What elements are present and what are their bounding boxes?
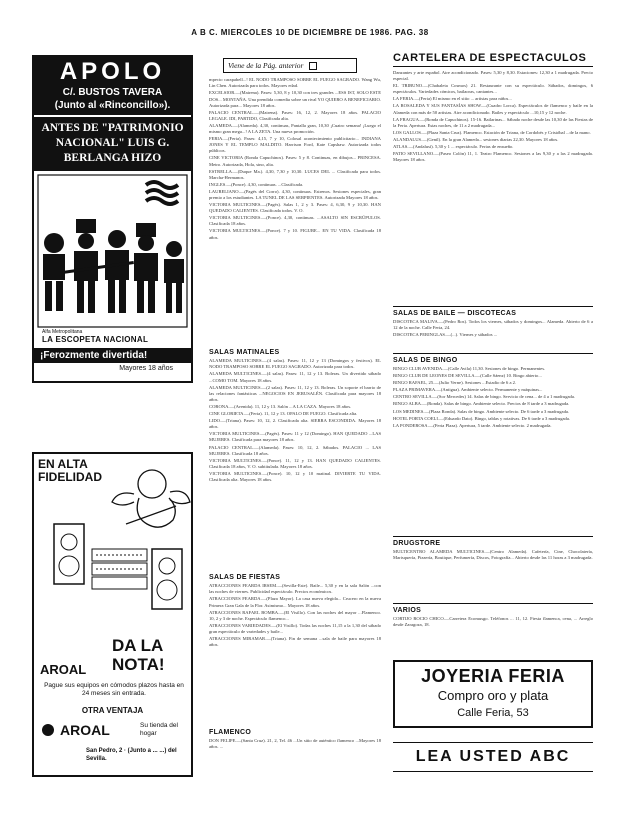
apolo-address-2: (Junto al «Rinconcillo»). (34, 99, 191, 115)
apolo-credit: Alfa Metropolitana (42, 329, 83, 335)
joyeria-feria-ad (393, 660, 593, 728)
continued-label: Viene de la Pág. anterior (228, 61, 304, 70)
apolo-rating: Mayores 18 años (119, 365, 173, 372)
varios-text: CORTIJO ROCIO CHICO.—Carretera Ecomusgo. Teléfonos ... 11, 12. Fiesta flamenca, cena, ... Arreglo desde Zaragoza, 18. (393, 616, 593, 628)
joyeria-address: Calle Feria, 53 (457, 707, 529, 719)
salas-de-bingo-text: BINGO CLUB AVENIDA.—(Calle Avila) 11,30. Sesiones de bingo. Permanentes. BINGO CLUB DE LEONES DE SEVILLA.—(Calle Sáenz) 10. Bingo abierto... BINGO RAFAEL, 25.—(Julio Verne). Sesiones ...Estadio de 6 a 2. PLAZA PRIMAVERA.—(Antigua). Ambiente selecto. Permanente y máquinas... CENTRO SEVILLA.—(Sor Mercedes) 14. Salas de bingo. Servicio de cena... de 4 a 1 madrugada. BINGO ALBA.—(Ronda). Salas de bingo. Ambiente selecto. Precios de 8 tarde a 3 madrugada. LOS MEDINES.—(Plaza Ronda). Salas de bingo. Ambiente selecto. De 6 tarde a 3 madrugada. HOTEL PORTA COELI.—(Eduardo Dato). Bingo, tablas y rotativas. De 6 tarde a 3 madrugada. LA PONDEROSA.—(Feria Plaza). Apertura, 5 tarde. Ambiente selecto. 2 madrugada. (393, 366, 576, 428)
aroal-logo-icon (42, 724, 54, 736)
apolo-address-1: C/. BUSTOS TAVERA (34, 87, 191, 99)
salas-de-fiestas-text: ATRACCIONES FEARDA IRSEM.—(Sevilla-Este). Baile... 5,30 y en la sala Salón ...con las noches de viernes. Publicidad espectáculo. Precios económicos. ATRACCIONES FEARDA.—(Plaza Mayor). La casa nueva elegida... Crucero en la nueva Primera Gran Gala de la Flor. Asimismo... Mayores 18 años. ATRACCIONES RAFAEL BOMBA.—(El Visillo). Con las noches del mayor ...Flamenco. 10, 2 y 3 de noche. Espectáculo flamenco... ATRACCIONES VARIEDADES.—(El Visillo). Todas las noches 11,15 a la 1,30 del sábado gran espectáculo de variedades y baile... ATRACCIONES MIRAMAR.—(Triana). Fin de semana ...sala de baile para mayores 18 años. (209, 583, 381, 648)
masthead: A B C. MIERCOLES 10 DE DICIEMBRE DE 1986. PAG. 38 (191, 28, 429, 37)
cartelera-title: CARTELERA DE ESPECTACULOS (393, 52, 593, 67)
aroal-ad (32, 452, 193, 777)
section-drugstore: DRUGSTORE (393, 536, 593, 547)
speaker-left (54, 524, 84, 584)
section-salas-de-bingo: SALAS DE BINGO (393, 353, 593, 364)
drugstore-text: MULTICENTRO ALAMEDA MULTICINES.—(Centro Alameda). Cafetería, Cine, Chocolatería, Marisquería, Pizzería, Boutique, Perfumería, Discos, Fotografía... Abierto desde las 11 horas a 3 madrugada. (393, 549, 593, 561)
cartelera-text: Danzantes y arte español. Aire acondicionado. Pases: 5,30 y 8,30. Estaciones: 12,30 a 1 madrugada. Precio especial. EL TRIBUNO.—(Chabaleta Cosmos) 21. Restaurante con su espectáculo. Sábados, domingos, 6 espectáculos. Variedades cómicos, bailaoras, cantantes... LA FERIA.—(Feria) El mismo en el sitio ... artistas para niños... LA ROSALEDA Y SUS FANTASÍAS SHOW.—(Cuadro Lorca). Espectáculos de flamenco y baile en la Alameda con más de 50 artistas. Aire acondicionado. Bailes y espectáculo ...10,15 y 12 noche. LA FRAGUA.—(Ronda de Capuchinos). 15-16. Bailarinas... Sábado noche desde las 10,30 de las Fiestas de la Feria. Apertura. Estas noches, de 11 a 2 madrugada... LOS GALLOS.—(Plaza Santa Cruz). Flamenco. Estación de Triana, de Cordobés y Cristóbal ...de la mano. ALANDALUS.—(Genil). En la gran Alameda... sesiones diarias 22,30. Mayores 18 años. ATLAS.—(Andalusí). 5,30 y 1 ... espectáculo. Ferias de ensueño. PATIO SEVILLANO.—(Paseo Colón) 11, 1. Teatro Flamenco. Sesiones a las 9,30 y a las 2 madrugada. Mayores 18 años. (393, 70, 593, 163)
aroal-address: San Pedro, 2 · (Junto a ... ...) del Sevilla. (86, 748, 177, 762)
section-salas-de-baile: SALAS DE BAILE — DISCOTECAS (393, 306, 593, 317)
lea-usted-abc: LEA USTED ABC (393, 742, 593, 772)
stereo-stack (92, 549, 147, 589)
section-salas-matinales: SALAS MATINALES (209, 349, 280, 357)
aroal-shop: Su tienda del hogar (140, 722, 178, 737)
escopeta-illustration (34, 171, 191, 331)
aroal-slogan: DA LA NOTA! (112, 636, 165, 674)
aroal-offer: OTRA VENTAJA (81, 706, 144, 715)
middle-column (209, 58, 381, 788)
aroal-brand: AROAL (40, 662, 87, 677)
cupid-figure (112, 470, 190, 527)
apolo-ad (32, 55, 193, 383)
joyeria-subtitle: Compro oro y plata (437, 688, 549, 703)
flamenco-text: DON FELIPE.—(Santa Cruz). 21, 2, Tel. 46 ...Un sitio de auténtico flamenco ...Mayores 18 años. ... (209, 738, 381, 750)
apolo-title: APOLO (34, 57, 191, 87)
stereo-illustration (34, 454, 191, 634)
speaker-right (152, 549, 182, 609)
aroal-brand-2: AROAL (60, 722, 110, 738)
continued-square-icon (309, 62, 317, 70)
apolo-film-title: LA ESCOPETA NACIONAL (42, 335, 149, 344)
right-column (393, 52, 593, 792)
section-varios: VARIOS (393, 603, 593, 614)
section-salas-de-fiestas: SALAS DE FIESTAS (209, 574, 281, 582)
section-flamenco: FLAMENCO (209, 729, 252, 737)
aroal-note: Pague sus equipos en cómodos plazos hasta en 24 meses sin entrada. (44, 682, 184, 697)
salas-matinales-text: ALAMEDA MULTICINES.—(4 salas). Pases: 11, 12 y 13 (Domingos y festivos). EL NODO TRAMPOSO SOBRE EL FUEGO SAGRADO. Autorizada para todos. ALAMEDA MULTICINES.—(4 salas). Pases: 11, 12 y 13. Boleras. Un divertido sábado ...COMO TOM. Mayores 18 años. ALAMEDA MULTICINES.—(2 salas). Pases: 11, 12 y 13. Boleras. Un soporte el barrio de las relaciones fantásticas ...NEGOCIOS EN JERUSALÉN. Clasificada para mayores 18 años. CORONA.—(Avenida). 11, 12 y 13. Salón ...A LA CAZA. Mayores 18 años. CINE GLORIETA.—(Feria). 11, 12 y 13. OPALO DE FUEGO. Clasificada alta. LIDO.—(Triana). Pases: 10, 12, 2. Clasificada alta. SIERRA ESCONDIDA. Mayores 18 años. VICTORIA MULTICINES.—(Pagés). Pases: 11 y 12 (Domingo). HAN QUEDADO ...LAS MUJERES. Clasificada para mayores 18 años. PALACIO CENTRAL.—(Alameda). Pases: 10, 12, 2. Sábados. PALACIO ... LAS MUJERES. Clasificada 18 años. VICTORIA MULTICINES.—(Ponce). 11, 12 y 13. HAN QUEDADO CALIENTES. Clasificada 18 años, V. O. subtitulada. Mayores 18 años. VICTORIA MULTICINES.—(Ponce). 10, 12 y 10 matinal. DIVIERTE TU VIDA. Clasificada alta. Mayores 18 años. (209, 358, 381, 482)
salas-de-baile-text: DISCOTECA MALIVA.—(Pedro Ros). Todos los viernes, sábados y domingos... Alameda. Abierto de 6 a 12 de la noche. Calle Feria, 24. DISCOTECA PERINGLAS.—(...). Viernes y sábados ... (393, 319, 593, 338)
apolo-play-announcement: ANTES DE "PATRIMONIO NACIONAL" LUIS G. BERLANGA HIZO (34, 117, 191, 171)
apolo-tagline: ¡Ferozmente divertida! (34, 348, 191, 363)
aroal-headline: EN ALTA FIDELIDAD (38, 457, 102, 484)
continued-box (223, 58, 357, 73)
cinema-listings-text: mpecto carapabell...! EL NODO TRAMPOSO SOBRE EL FUEGO SAGRADO. Wang Wu, Lin Chen. Autorizada para todos. Mayores edad. EXCELSIOR.—(Mairena). Pases: 5,30, 8 y 10,30 con tres grandes ...ESS IST, SOLO ESTE DOS... MONTAÑA. Una prendida comedia sobre un rival YO QUIERO A BENEFICIARIO. Autorizada para... Mayores 18 años. PALACIO CENTRAL.—(Mairena). Pases: 16, 12, 2. Mayores 18 años. PALACIO LEGALE. IDI, PARTIDO, Clasificada alta. ALAMEDA.—(Alameda). 4,30, continuas, Pantalla gran, 10,30 ¡Cuatro semana! ¡Luego el mismo gran mega...! A LA ZETA. Una nueva promoción. FERIA.—(Feria). Pases: 4,15, 7 y 10, Colosal acontecimiento publicitario... INDIANA JONES Y EL TEMPLO MALDITO. Harrison Ford, Kate Capshaw. Autorizada todos públicos. CINE VICTORIA (Ronda Capuchinos). Pases: 5 y 8. Continuas, en dibujos... PRINCESA. Metro. Autorizada, Hola, sino, alta. ESTRELLA.—(Duque Ma.). 4,30, 7,30 y 10,30. LUCES DEL ... Clasificada para todos. Marcha-Hermanos. INGLES.—(Ponce). 4,30, continuas. ...Clasificada. LAURELIANO.—(Pagés del Corro). 4,30, continuas. Estrenos. Sesiones especiales, gran premio a los estudiantes. LA TUNEL DE LAS SERPIENTES. Autorizada Mayores 18 años. VICTORIA MULTICINES.—(Pagés). Salas 1, 2 y 3. Pases: 4, 6,30, 9 y 10,30. HAN QUEDADO CALIENTES. Clasificada todos. V. O. VICTORIA MULTICINES.—(Ponce). 4,30, continuas. ...ASALTO SIN ESCRÚPULOS. Clasificada 18 años. VICTORIA MULTICINES.—(Ponce). 7 y 10. FIGURE... EN TU VIDA. Clasificada 18 años. (209, 77, 381, 240)
joyeria-title: JOYERIA FERIA (421, 666, 565, 686)
